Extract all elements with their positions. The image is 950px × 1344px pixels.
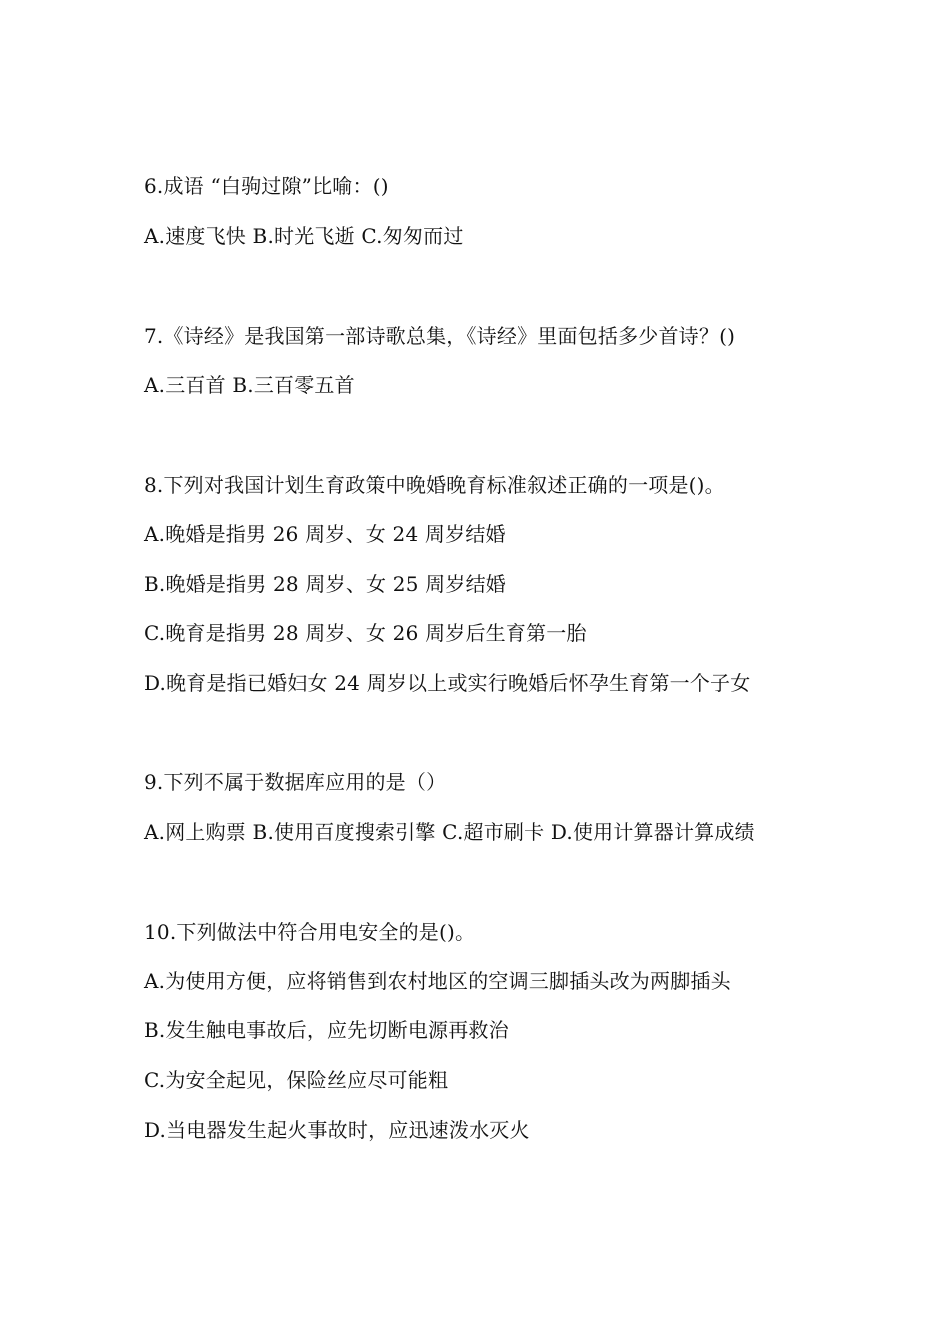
question-7-stem: 7.《诗经》是我国第一部诗歌总集，《诗经》里面包括多少首诗？() (144, 324, 736, 348)
question-9-stem: 9.下列不属于数据库应用的是（） (144, 770, 447, 794)
question-8-option-c: C.晚育是指男 28 周岁、女 26 周岁后生育第一胎 (144, 621, 587, 645)
question-6-options: A.速度飞快 B.时光飞逝 C.匆匆而过 (144, 224, 464, 248)
question-8-option-d: D.晚育是指已婚妇女 24 周岁以上或实行晚婚后怀孕生育第一个子女 (144, 671, 751, 695)
question-9-options: A.网上购票 B.使用百度搜索引擎 C.超市刷卡 D.使用计算器计算成绩 (144, 820, 755, 844)
question-8-stem: 8.下列对我国计划生育政策中晚婚晚育标准叙述正确的一项是()。 (144, 473, 725, 497)
question-10-stem: 10.下列做法中符合用电安全的是()。 (144, 920, 476, 944)
question-10-option-b: B.发生触电事故后，应先切断电源再救治 (144, 1018, 509, 1042)
question-8-option-b: B.晚婚是指男 28 周岁、女 25 周岁结婚 (144, 572, 506, 596)
question-10-option-a: A.为使用方便，应将销售到农村地区的空调三脚插头改为两脚插头 (144, 969, 731, 993)
question-8-option-a: A.晚婚是指男 26 周岁、女 24 周岁结婚 (144, 522, 506, 546)
question-10-option-c: C.为安全起见，保险丝应尽可能粗 (144, 1068, 449, 1092)
question-7-options: A.三百首 B.三百零五首 (144, 373, 355, 397)
question-10-option-d: D.当电器发生起火事故时，应迅速泼水灭火 (144, 1118, 530, 1142)
question-6-stem: 6.成语 “白驹过隙”比喻：() (144, 174, 389, 198)
